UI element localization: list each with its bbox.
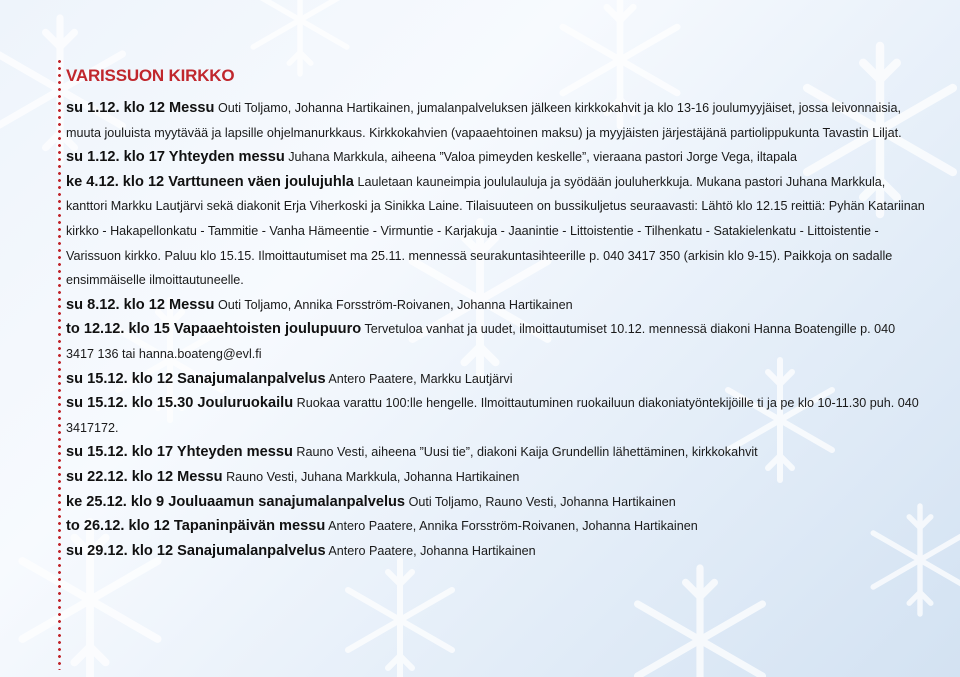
event-text: Ruokaa varattu 100:lle hengelle. Ilmoittautuminen ruokailuun diakoniatyöntekijöille ti ja pe klo 10-11.30 puh. 040 3417172. bbox=[66, 396, 919, 435]
event-heading: to 12.12. klo 15 Vapaaehtoisten joulupuuro bbox=[66, 321, 362, 338]
event-heading: to 26.12. klo 12 Tapaninpäivän messu bbox=[66, 518, 326, 535]
event-entry bbox=[66, 539, 926, 564]
event-heading: ke 4.12. klo 12 Varttuneen väen joulujuhla bbox=[66, 173, 354, 190]
event-text: Tervetuloa vanhat ja uudet, ilmoittautumiset 10.12. mennessä diakoni Hanna Boatengille p. 040 3417 136 tai hanna.boateng@evl.fi bbox=[66, 322, 896, 361]
event-text: Rauno Vesti, aiheena ”Uusi tie”, diakoni Kaija Grundellin lähettäminen, kirkkokahvit bbox=[296, 445, 758, 460]
event-heading: su 15.12. klo 15.30 Jouluruokailu bbox=[66, 395, 294, 412]
event-entry bbox=[66, 490, 926, 515]
event-heading: su 15.12. klo 17 Yhteyden messu bbox=[66, 444, 293, 461]
event-heading: ke 25.12. klo 9 Jouluaamun sanajumalanpalvelus bbox=[66, 493, 406, 510]
event-entry bbox=[66, 293, 926, 318]
event-text: Outi Toljamo, Annika Forsström-Roivanen, Johanna Hartikainen bbox=[217, 297, 573, 312]
dotted-border bbox=[58, 58, 61, 670]
event-heading: su 15.12. klo 12 Sanajumalanpalvelus bbox=[66, 370, 326, 387]
event-heading: su 22.12. klo 12 Messu bbox=[66, 468, 223, 485]
event-text: Juhana Markkula, aiheena ”Valoa pimeyden keskelle”, vieraana pastori Jorge Vega, iltapala bbox=[288, 150, 797, 165]
event-text: Rauno Vesti, Juhana Markkula, Johanna Hartikainen bbox=[226, 469, 520, 484]
event-entry bbox=[66, 367, 926, 392]
event-text: Antero Paatere, Annika Forsström-Roivanen, Johanna Hartikainen bbox=[328, 519, 698, 534]
event-heading: su 1.12. klo 12 Messu bbox=[66, 100, 215, 116]
event-text: Outi Toljamo, Johanna Hartikainen, jumalanpalveluksen jälkeen kirkkokahvit ja klo 13-16 joulumyyjäiset, jossa leivonnaisia, muuta jouluista myytävää ja lapsille ohjelmanurkkaus. Kirkkokahvien (vapaaehtoinen maksu) ja myyjäisten järjestäjänä partiolippukunta Tavastin Liljat. bbox=[66, 101, 902, 140]
event-entry bbox=[66, 465, 926, 490]
event-text: Antero Paatere, Johanna Hartikainen bbox=[328, 543, 536, 558]
event-entry bbox=[66, 170, 926, 293]
event-listing bbox=[66, 66, 926, 563]
event-entry bbox=[66, 440, 926, 465]
event-heading: su 29.12. klo 12 Sanajumalanpalvelus bbox=[66, 542, 326, 559]
section-title: VARISSUON KIRKKO bbox=[66, 66, 235, 85]
event-entry bbox=[66, 317, 926, 366]
event-entry bbox=[66, 145, 926, 170]
event-entry bbox=[66, 96, 926, 145]
event-heading: su 8.12. klo 12 Messu bbox=[66, 296, 215, 313]
event-entry bbox=[66, 514, 926, 539]
event-text: Lauletaan kauneimpia joululauluja ja syödään jouluherkkuja. Mukana pastori Juhana Markkula, kanttori Markku Lautjärvi sekä diakonit Erja Viherkoski ja Sinikka Laine. Tilaisuuteen on bussikuljetus seuraavasti: Lähtö klo 12.15 reittiä: Pyhän Katariinan kirkko - Hakapellonkatu - Tammitie - Vanha Hämeentie - Virmuntie - Karjakuja - Jaanintie - Littoistentie - Tilhenkatu - Satakielenkatu - Littoistentie - Varissuon kirkko. Paluu klo 15.15. Ilmoittautumiset ma 25.11. mennessä seurakuntasihteerille p. 040 3417 350 (arkisin klo 9-15). Paikkoja on sadalle ensimmäiselle ilmoittautuneelle. bbox=[66, 174, 925, 288]
event-text: Antero Paatere, Markku Lautjärvi bbox=[328, 371, 513, 386]
event-heading: su 1.12. klo 17 Yhteyden messu bbox=[66, 149, 285, 166]
event-text: Outi Toljamo, Rauno Vesti, Johanna Hartikainen bbox=[408, 494, 676, 509]
event-entry bbox=[66, 391, 926, 440]
